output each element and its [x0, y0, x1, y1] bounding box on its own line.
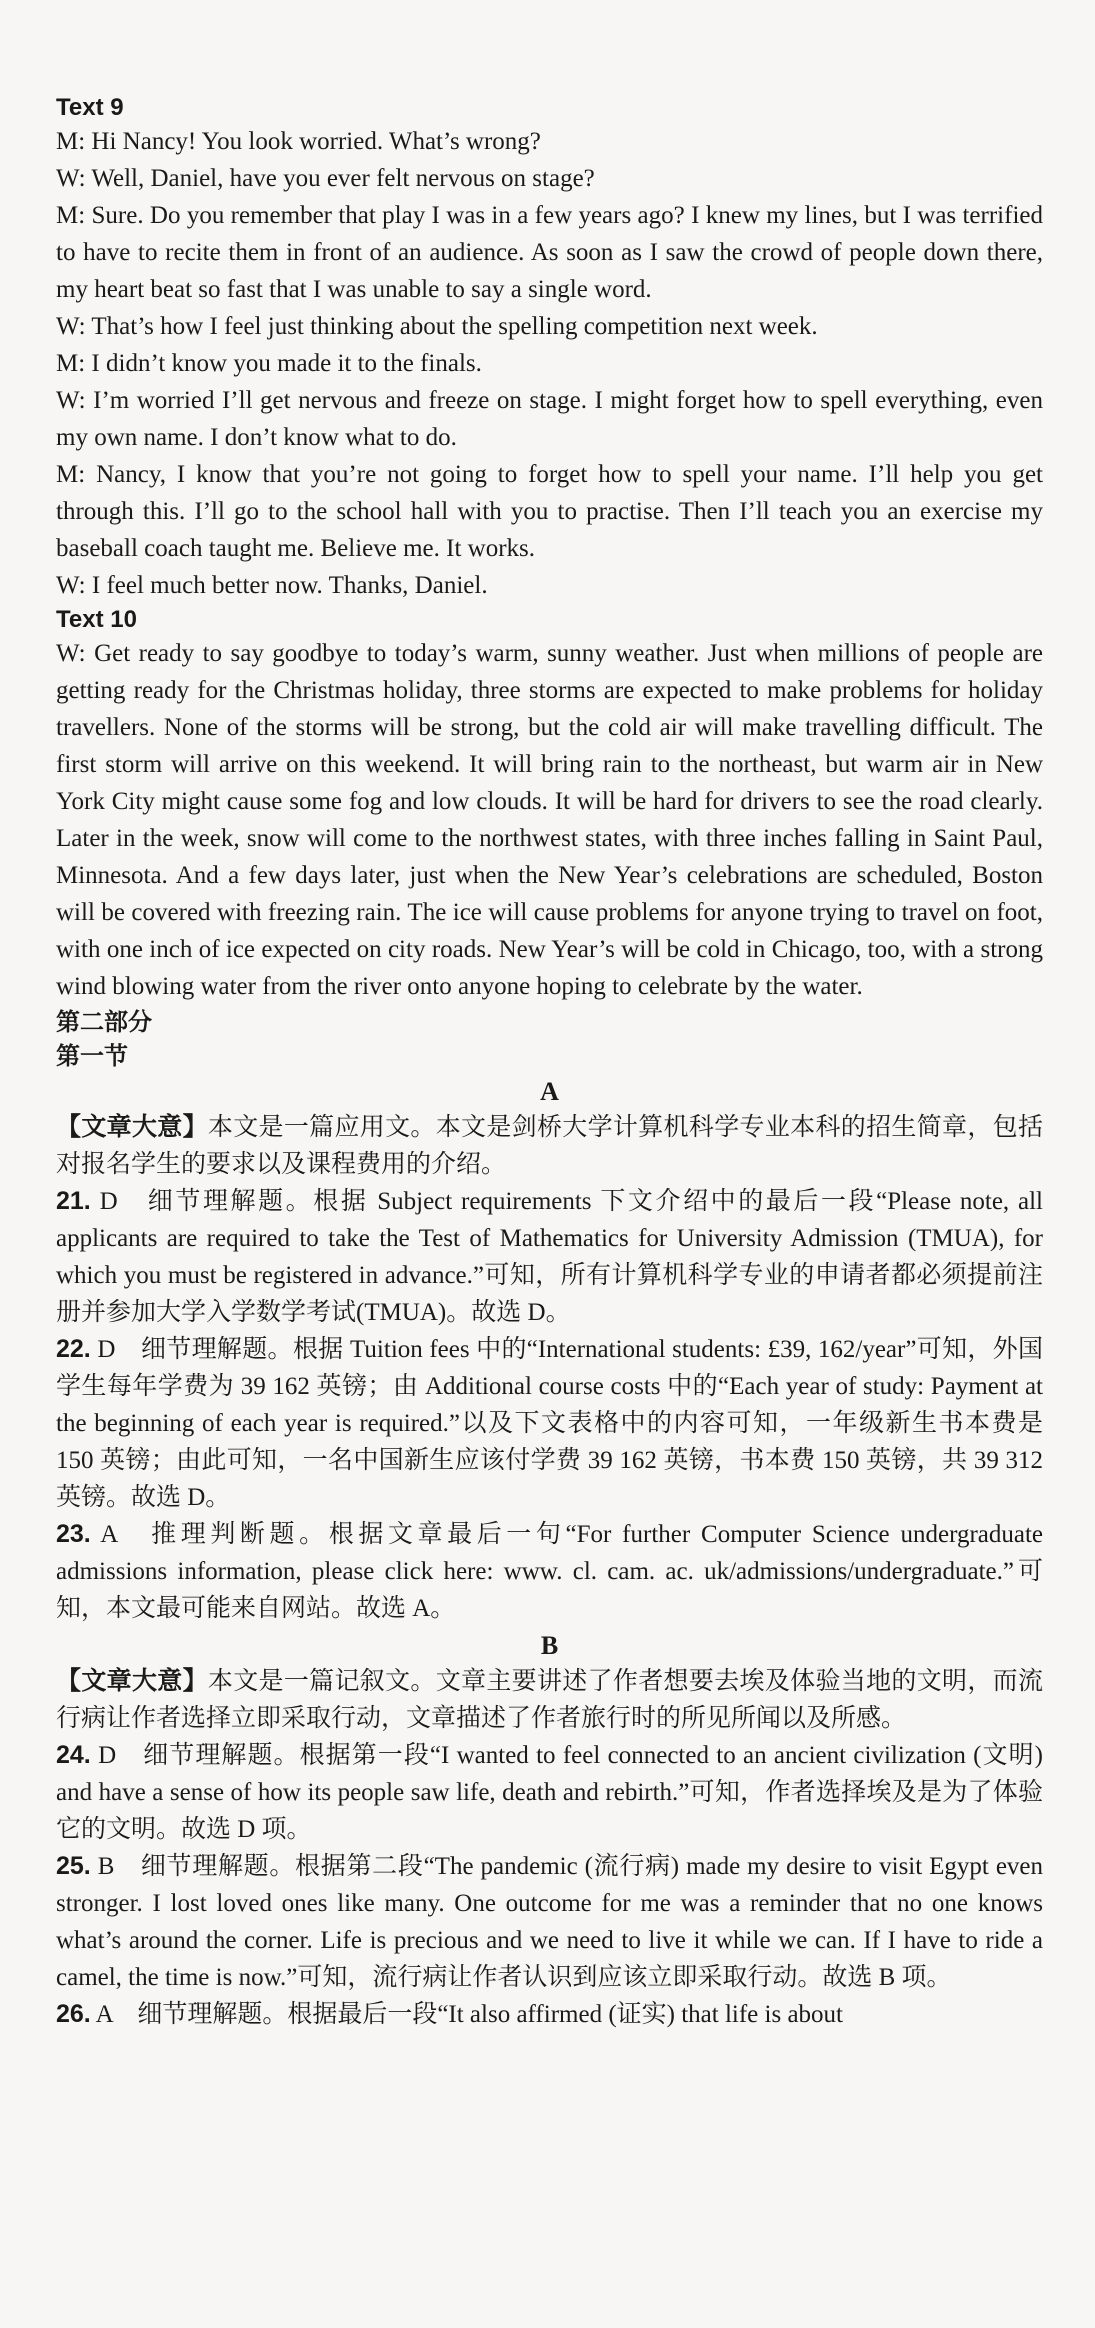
passage-letter: B	[540, 1631, 559, 1660]
answer-item	[56, 1737, 1043, 1848]
answer-item	[56, 1848, 1043, 1996]
question-number: 26.	[56, 2000, 91, 2028]
answer-text: B 细节理解题。根据第二段“The pandemic (流行病) made my desire to visit Egypt even stronger. I lost loved ones like many. One outcome for me was a reminder that no one knows what’s around the corner. Life is precious and we need to live it while we can. If I have to ride a camel, the time is now.”可知，流行病让作者认识到应该立即采取行动。故选 B 项。	[56, 1853, 1044, 1991]
summary-label: 【文章大意】	[56, 1668, 208, 1695]
dialogue-line: M: Nancy, I know that you’re not going to forget how to spell your name. I’ll help you get through this. I’ll go to the school hall with you to practise. Then I’ll teach you an exercise my baseball coach taught me. Believe me. It works.	[56, 461, 1043, 562]
dialogue-line: W: I feel much better now. Thanks, Daniel.	[56, 572, 488, 599]
passage-summary	[56, 1663, 1043, 1737]
answer-item	[56, 1516, 1043, 1627]
text10-title: Text 10	[56, 606, 137, 633]
summary-label: 【文章大意】	[56, 1114, 208, 1141]
question-number: 25.	[56, 1852, 91, 1880]
answer-text: D 细节理解题。根据 Tuition fees 中的“International students: £39, 162/year”可知，外国学生每年学费为 39 162 英镑；由 Additional course costs 中的“Each year of study: Payment at the beginning of each year is required.”以及下文表格中的内容可知，一年级新生书本费是 150 英镑；由此可知，一名中国新生应该付学费 39 162 英镑，书本费 150 英镑，共 39 312 英镑。故选 D。	[56, 1336, 1043, 1511]
passage-b-answers	[56, 1629, 1043, 2033]
text9-section	[56, 92, 1043, 604]
answer-text: D 细节理解题。根据 Subject requirements 下文介绍中的最后一段“Please note, all applicants are required to take the Test of Mathematics for University Admission (TMUA), for which you must be registered in advance.”可知，所有计算机科学专业的申请者都必须提前注册并参加大学入学数学考试(TMUA)。故选 D。	[56, 1188, 1043, 1326]
dialogue-line: W: That’s how I feel just thinking about the spelling competition next week.	[56, 313, 818, 340]
dialogue-line: M: Hi Nancy! You look worried. What’s wrong?	[56, 128, 541, 155]
passage-summary	[56, 1109, 1043, 1183]
answer-text: D 细节理解题。根据第一段“I wanted to feel connected to an ancient civilization (文明) and have a sense of how its people saw life, death and rebirth.”可知，作者选择埃及是为了体验它的文明。故选 D 项。	[56, 1742, 1044, 1843]
answer-text: A 细节理解题。根据最后一段“It also affirmed (证实) that life is about	[95, 2001, 843, 2028]
summary-text: 本文是一篇记叙文。文章主要讲述了作者想要去埃及体验当地的文明，而流行病让作者选择立即采取行动，文章描述了作者旅行时的所见所闻以及所感。	[56, 1668, 1043, 1732]
question-number: 23.	[56, 1520, 91, 1548]
question-number: 21.	[56, 1187, 91, 1215]
dialogue-line: M: I didn’t know you made it to the finals.	[56, 350, 482, 377]
question-number: 22.	[56, 1335, 91, 1363]
dialogue-line: W: Well, Daniel, have you ever felt nervous on stage?	[56, 165, 595, 192]
section-title: 第一节	[56, 1042, 128, 1070]
question-number: 24.	[56, 1741, 91, 1769]
dialogue-line: W: I’m worried I’ll get nervous and freeze on stage. I might forget how to spell everything, even my own name. I don’t know what to do.	[56, 387, 1043, 451]
dialogue-line: M: Sure. Do you remember that play I was in a few years ago? I knew my lines, but I was terrified to have to recite them in front of an audience. As soon as I saw the crowd of people down there, my heart beat so fast that I was unable to say a single word.	[56, 202, 1043, 303]
text9-title: Text 9	[56, 94, 124, 121]
summary-text: 本文是一篇应用文。本文是剑桥大学计算机科学专业本科的招生简章，包括对报名学生的要求以及课程费用的介绍。	[56, 1114, 1043, 1178]
text10-body: W: Get ready to say goodbye to today’s warm, sunny weather. Just when millions of people are getting ready for the Christmas holiday, three storms are expected to make problems for holiday travellers. None of the storms will be strong, but the cold air will make travelling difficult. The first storm will arrive on this weekend. It will bring rain to the northeast, but warm air in New York City might cause some fog and low clouds. It will be hard for drivers to see the road clearly. Later in the week, snow will come to the northwest states, with three inches falling in Saint Paul, Minnesota. And a few days later, just when the New Year’s celebrations are scheduled, Boston will be covered with freezing rain. The ice will cause problems for anyone trying to travel on foot, with one inch of ice expected on city roads. New Year’s will be cold in Chicago, too, with a strong wind blowing water from the river onto anyone hoping to celebrate by the water.	[56, 640, 1043, 1000]
answer-text: A 推理判断题。根据文章最后一句“For further Computer Science undergraduate admissions information, please click here: www. cl. cam. ac. uk/admissions/undergraduate.”可知，本文最可能来自网站。故选 A。	[56, 1521, 1043, 1622]
answer-item	[56, 1331, 1043, 1516]
part-title: 第二部分	[56, 1008, 152, 1036]
passage-a-answers	[56, 1075, 1043, 1627]
answer-item	[56, 1996, 1043, 2033]
text10-section	[56, 604, 1043, 1005]
answer-item	[56, 1183, 1043, 1331]
passage-letter: A	[540, 1077, 559, 1106]
